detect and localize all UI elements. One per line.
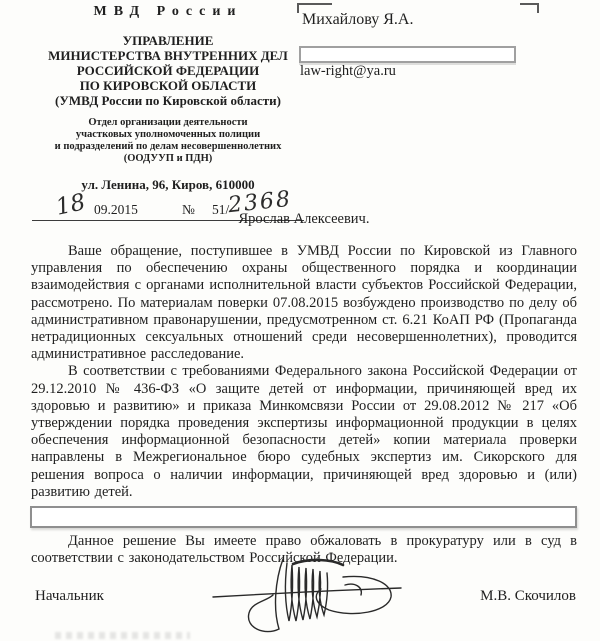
bleed-through-smudge bbox=[55, 632, 190, 639]
department-line: участковых уполномоченных полиции bbox=[75, 129, 261, 140]
handwritten-date-day: 18 bbox=[53, 189, 88, 221]
department-block bbox=[32, 117, 304, 165]
department-line: и подразделений по делам несовершеннолетних bbox=[54, 141, 282, 152]
letter-body bbox=[31, 243, 577, 567]
handwritten-document-number: 2368 bbox=[226, 186, 294, 219]
body-paragraph-3: Данное решение Вы имеете право обжаловать в прокуратуру или в суд в соответствии с законодательством Российской Федерации. bbox=[31, 533, 577, 567]
signature-scribble-icon bbox=[205, 551, 420, 640]
department-line: Отдел организации деятельности bbox=[88, 117, 248, 128]
printed-date: 09.2015 bbox=[94, 202, 138, 217]
redaction-box-body bbox=[30, 506, 577, 528]
org-name-line: ПО КИРОВСКОЙ ОБЛАСТИ bbox=[79, 78, 257, 93]
addressee-email: law-right@ya.ru bbox=[300, 63, 396, 79]
org-name-line: УПРАВЛЕНИЕ bbox=[122, 33, 214, 48]
redaction-box-address bbox=[299, 46, 516, 63]
postal-address: ул. Ленина, 96, Киров, 610000 bbox=[81, 177, 255, 192]
signatory-position: Начальник bbox=[35, 588, 104, 604]
org-name-line: (УМВД России по Кировской области) bbox=[55, 93, 281, 108]
corner-mark-right bbox=[520, 3, 539, 13]
department-line: (ООДУУП и ПДН) bbox=[123, 153, 213, 164]
ministry-title: МВД России bbox=[93, 4, 243, 19]
body-paragraph-1: Ваше обращение, поступившее в УМВД России по Кировской из Главного управления по обеспечению охраны общественного порядка и координации взаимодействия с органами исполнительной власти субъектов Российской Федерации, рассмотрено. По материалам поверки 07.08.2015 возбуждено производство по делу об административном правонарушении, предусмотренном ст. 6.21 КоАП РФ (Пропаганда нетрадиционных сексуальных отношений среди несовершеннолетних), проводится административное расследование. bbox=[31, 243, 577, 363]
org-name-line: РОССИЙСКОЙ ФЕДЕРАЦИИ bbox=[76, 63, 260, 78]
document-number-prefix: 51/ bbox=[212, 202, 230, 217]
number-sign: № bbox=[182, 202, 195, 217]
letterhead bbox=[32, 4, 304, 221]
addressee-name: Михайлову Я.А. bbox=[302, 11, 414, 28]
signatory-name: М.В. Скочилов bbox=[480, 588, 576, 604]
greeting-line: Ярослав Алексеевич. bbox=[238, 211, 370, 227]
org-name-line: МИНИСТЕРСТВА ВНУТРЕННИХ ДЕЛ bbox=[48, 48, 288, 63]
body-paragraph-2: В соответствии с требованиями Федерального закона Российской Федерации от 29.12.2010 № 436-ФЗ «О защите детей от информации, причиняющей вред их здоровью и развитию» и приказа Минкомсвязи России от 29.08.2012 № 217 «Об утверждении порядка проведения экспертизы информационной продукции в целях обеспечения информационной безопасности детей» копии материала проверки направлены в Межрегиональное бюро судебных экспертиз им. Сикорского для решения вопроса о наличии информации, причиняющей вред здоровью и (или) развитию детей. bbox=[31, 363, 577, 500]
org-name-block bbox=[32, 33, 304, 108]
